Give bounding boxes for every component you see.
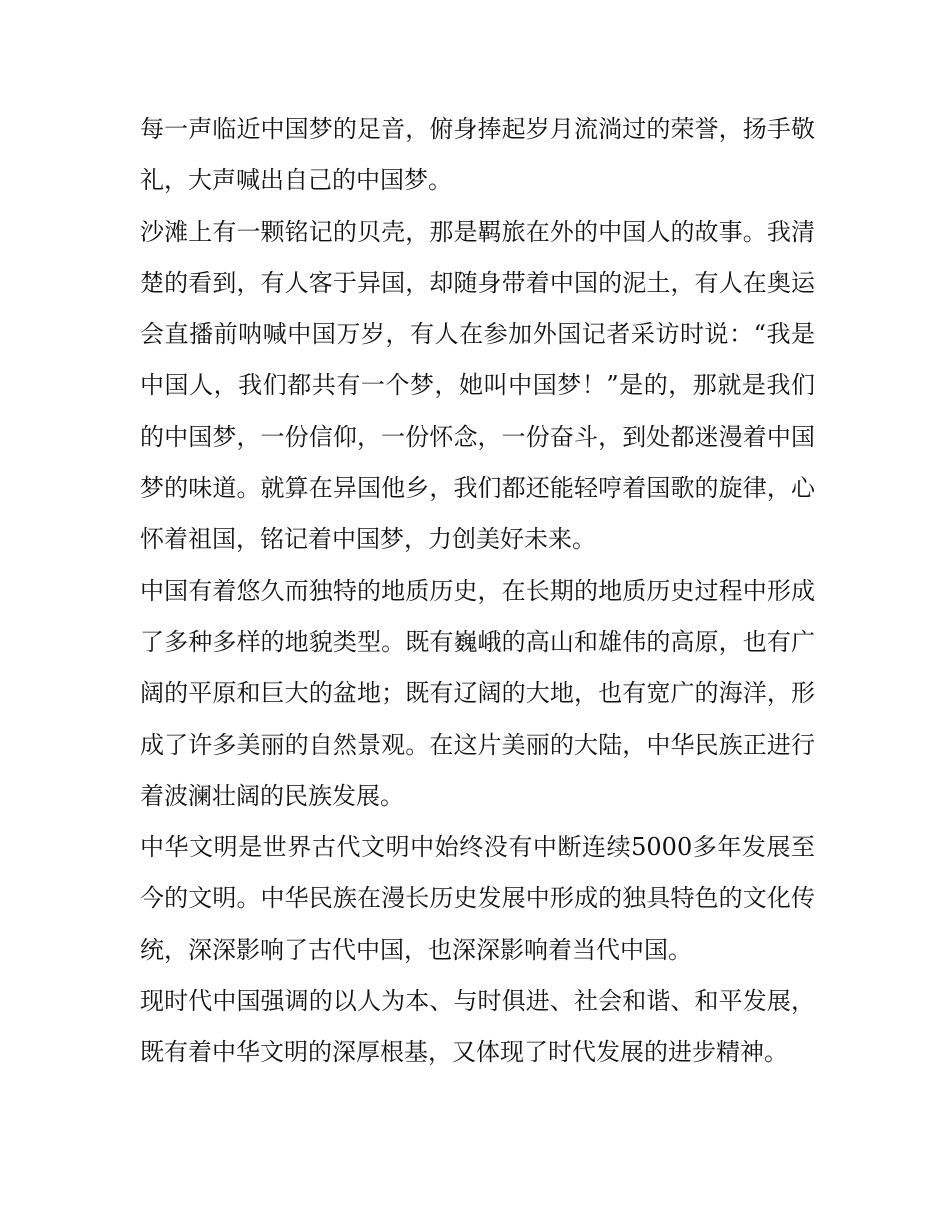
paragraph-1: 每一声临近中国梦的足音，俯身捧起岁月流淌过的荣誉，扬手敬礼，大声喊出自己的中国梦。	[140, 115, 815, 195]
paragraph-5: 现时代中国强调的以人为本、与时俱进、社会和谐、和平发展，既有着中华文明的深厚根基，又体现了时代发展的进步精神。	[140, 987, 815, 1067]
paragraph-3: 中国有着悠久而独特的地质历史，在长期的地质历史过程中形成了多种多样的地貌类型。既有巍峨的高山和雄伟的高原，也有广阔的平原和巨大的盆地；既有辽阔的大地，也有宽广的海洋，形成了许多美丽的自然景观。在这片美丽的大陆，中华民族正进行着波澜壮阔的民族发展。	[140, 576, 815, 810]
paragraph-2: 沙滩上有一颗铭记的贝壳，那是羁旅在外的中国人的故事。我清楚的看到，有人客于异国，却随身带着中国的泥土，有人在奥运会直播前呐喊中国万岁，有人在参加外国记者采访时说：“我是中国人，我们都共有一个梦，她叫中国梦！”是的，那就是我们的中国梦，一份信仰，一份怀念，一份奋斗，到处都迷漫着中国梦的味道。就算在异国他乡，我们都还能轻哼着国歌的旋律，心怀着祖国，铭记着中国梦，力创美好未来。	[140, 217, 815, 554]
paragraph-4: 中华文明是世界古代文明中始终没有中断连续5000多年发展至今的文明。中华民族在漫长历史发展中形成的独具特色的文化传统，深深影响了古代中国，也深深影响着当代中国。	[140, 833, 815, 964]
document-body	[140, 104, 815, 1079]
